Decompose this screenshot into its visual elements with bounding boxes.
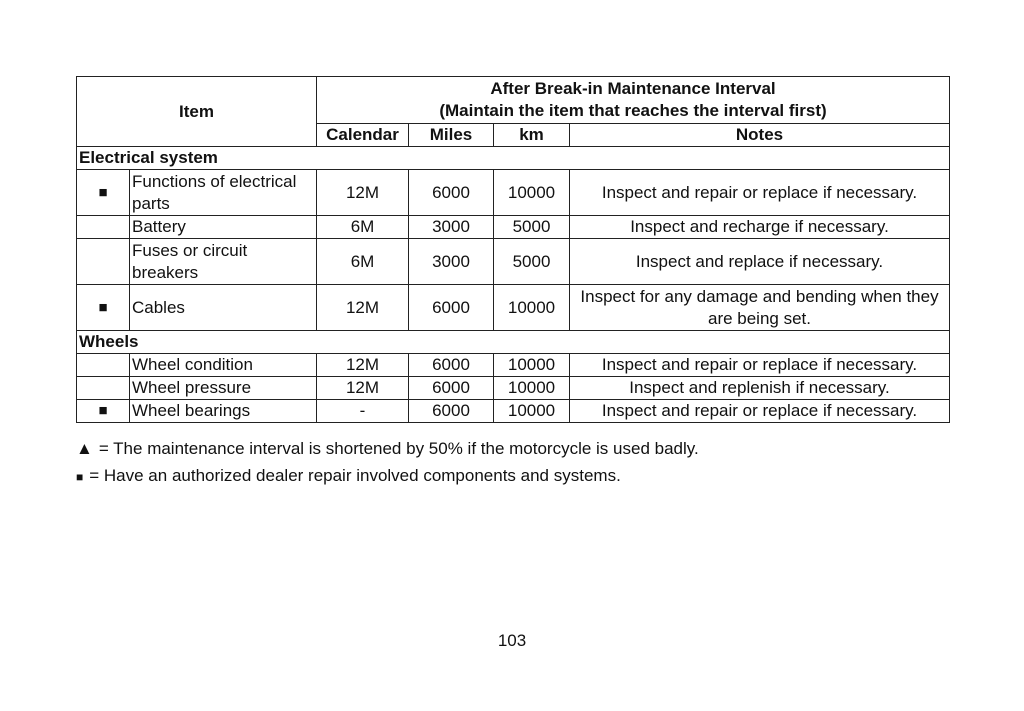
km-value: 10000 xyxy=(494,285,570,331)
dealer-mark-icon: ■ xyxy=(77,170,130,216)
header-interval xyxy=(317,77,950,124)
dealer-mark-icon xyxy=(77,377,130,400)
km-value: 10000 xyxy=(494,377,570,400)
header-calendar: Calendar xyxy=(317,124,409,147)
notes-value: Inspect and replace if necessary. xyxy=(570,239,950,285)
calendar-value: 12M xyxy=(317,170,409,216)
miles-value: 6000 xyxy=(409,170,494,216)
calendar-value: 6M xyxy=(317,239,409,285)
notes-value: Inspect and replenish if necessary. xyxy=(570,377,950,400)
calendar-value: - xyxy=(317,400,409,423)
miles-value: 6000 xyxy=(409,354,494,377)
header-miles: Miles xyxy=(409,124,494,147)
km-value: 5000 xyxy=(494,239,570,285)
header-notes: Notes xyxy=(570,124,950,147)
table-row xyxy=(77,170,950,216)
notes-value: Inspect and repair or replace if necessary. xyxy=(570,400,950,423)
legend-triangle xyxy=(76,438,699,460)
miles-value: 6000 xyxy=(409,400,494,423)
maintenance-table xyxy=(76,76,950,423)
item-name: Battery xyxy=(130,216,317,239)
header-item: Item xyxy=(77,77,317,147)
notes-value: Inspect and repair or replace if necessary. xyxy=(570,354,950,377)
section-title: Wheels xyxy=(77,331,950,354)
section-title: Electrical system xyxy=(77,147,950,170)
table-row xyxy=(77,285,950,331)
table-row xyxy=(77,239,950,285)
dealer-mark-icon xyxy=(77,216,130,239)
header-km: km xyxy=(494,124,570,147)
calendar-value: 12M xyxy=(317,377,409,400)
table-row xyxy=(77,400,950,423)
section-row xyxy=(77,147,950,170)
dealer-mark-icon: ■ xyxy=(77,285,130,331)
table-row xyxy=(77,354,950,377)
section-row xyxy=(77,331,950,354)
calendar-value: 6M xyxy=(317,216,409,239)
item-name: Fuses or circuit breakers xyxy=(130,239,317,285)
km-value: 10000 xyxy=(494,170,570,216)
header-interval-subtitle: (Maintain the item that reaches the interval first) xyxy=(439,101,827,120)
calendar-value: 12M xyxy=(317,354,409,377)
dealer-mark-icon xyxy=(77,354,130,377)
header-interval-title: After Break-in Maintenance Interval xyxy=(490,79,776,98)
notes-value: Inspect and recharge if necessary. xyxy=(570,216,950,239)
miles-value: 6000 xyxy=(409,377,494,400)
miles-value: 3000 xyxy=(409,216,494,239)
item-name: Functions of electrical parts xyxy=(130,170,317,216)
table-row xyxy=(77,216,950,239)
miles-value: 3000 xyxy=(409,239,494,285)
legend-triangle-text: = The maintenance interval is shortened by 50% if the motorcycle is used badly. xyxy=(98,439,699,458)
notes-value: Inspect for any damage and bending when they are being set. xyxy=(570,285,950,331)
item-name: Wheel condition xyxy=(130,354,317,377)
legend-square xyxy=(76,465,621,488)
km-value: 10000 xyxy=(494,400,570,423)
table-row xyxy=(77,377,950,400)
item-name: Cables xyxy=(130,285,317,331)
dealer-mark-icon: ■ xyxy=(77,400,130,423)
legend-square-text: = Have an authorized dealer repair involved components and systems. xyxy=(89,466,621,485)
km-value: 10000 xyxy=(494,354,570,377)
triangle-icon: ▲ xyxy=(76,439,93,458)
dealer-mark-icon xyxy=(77,239,130,285)
header-row xyxy=(77,77,950,124)
calendar-value: 12M xyxy=(317,285,409,331)
square-icon: ■ xyxy=(76,470,84,484)
km-value: 5000 xyxy=(494,216,570,239)
item-name: Wheel bearings xyxy=(130,400,317,423)
miles-value: 6000 xyxy=(409,285,494,331)
item-name: Wheel pressure xyxy=(130,377,317,400)
notes-value: Inspect and repair or replace if necessary. xyxy=(570,170,950,216)
page-number: 103 xyxy=(497,631,527,650)
